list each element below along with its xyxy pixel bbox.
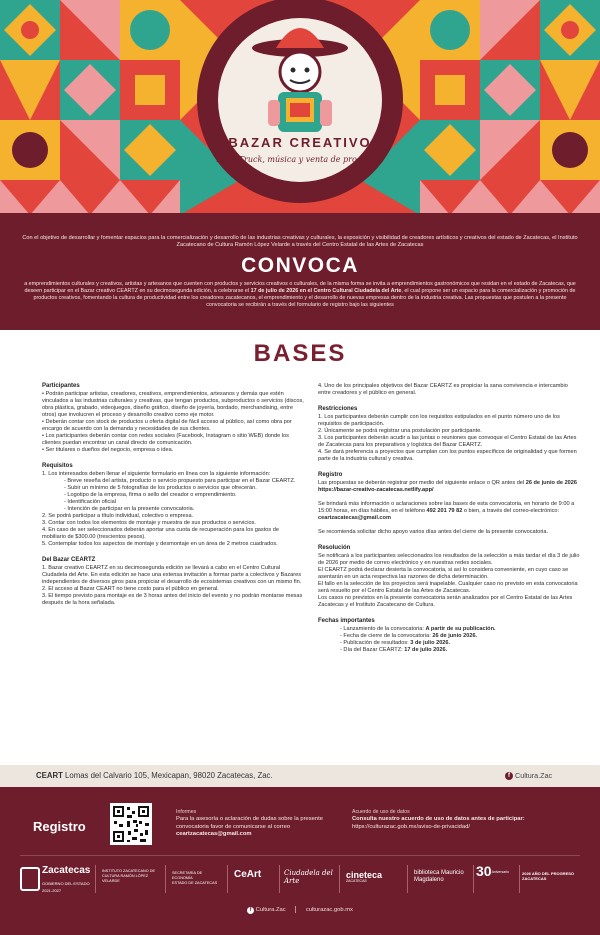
participantes-section [42, 383, 304, 454]
logo-arc-text: BAZAR CREATIVO [228, 135, 372, 150]
requisitos-section [42, 463, 304, 548]
logo-aniversario: 30Aniversario [476, 859, 514, 908]
list-item: - Identificación oficial [64, 499, 116, 505]
sponsor-logos [20, 859, 580, 899]
list-item: - Breve reseña del artista, producto o servicio propuesto para participar en el Bazar CEARTZ. [64, 478, 296, 484]
registration-link[interactable]: https://bazar-creativo-zacatecas.netlify.app/ [318, 487, 434, 493]
footer-email[interactable]: ceartzacatecas@gmail.com [176, 830, 252, 837]
logo-zacatecas: Zacatecas GOBIERNO DEL ESTADO 2021-2027 [20, 859, 90, 899]
list-item: - Fecha de cierre de la convocatoria: 26 de junio 2026. [340, 633, 478, 639]
list-item: • Ser titulares o dueños del negocio, empresa o idea. [42, 447, 174, 453]
qr-code-icon [110, 803, 152, 845]
list-item: 2. El acceso al Bazar CEART no tiene costo para el público en general. [42, 586, 219, 592]
facebook-icon: f [505, 772, 513, 780]
logo-cineteca: cineteca ZACATECAS [346, 859, 402, 912]
address-strip [0, 765, 600, 787]
pattern-left [0, 0, 180, 215]
footer-website[interactable]: culturazac.gob.mx [305, 907, 353, 914]
bases-left-column [42, 383, 304, 616]
list-item: - Subir un mínimo de 5 fotografías de los productos o servicios que ofrecerán. [64, 485, 257, 491]
list-item: 4. Uno de los principales objetivos del Bazar CEARTZ es propiciar la sana convivencia e intercambio entre creadores y el público en general. [318, 383, 568, 396]
list-item: - Lanzamiento de la convocatoria: A partir de su publicación. [340, 626, 496, 632]
resolucion-section [318, 545, 580, 609]
bases-right-column [318, 383, 580, 663]
list-item: 2. Únicamente se podrá registrar una postulación por participante. [318, 428, 482, 434]
logo-tagline: Food Truck, música y venta de productos [216, 155, 384, 164]
list-item: - Publicación de resultados: 3 de julio 2026. [340, 640, 451, 646]
geometric-pattern-artwork [0, 0, 600, 215]
privacy-block [352, 809, 577, 831]
registro-heading: Registro [318, 472, 343, 478]
list-item: 1. Bazar creativo CEARTZ en su decimosegunda edición se llevará a cabo en el Centro Cultural Ciudadela del Arte. En esta edición se hace una extensa invitación a formar parte a colectivos y Bazares independientes de diversos giros para propiciar el desarrollo de ecosistemas creativos con un mismo fin. [42, 565, 302, 585]
hero-banner [0, 0, 600, 215]
deadline-date: 26 de junio de 2026 [525, 480, 578, 486]
bases-heading: BASES [253, 340, 347, 367]
paragraph: El fallo en la selección de los proyectos será inapelable. Cualquier caso no previsto en esta convocatoria será resuelto por el Centro Estatal de las Artes de Zacatecas. [318, 581, 578, 594]
footer [0, 787, 600, 935]
logo-ano-progreso: 2026 AÑO DEL PROGRESO ZACATECAS [522, 871, 575, 881]
venue-address: CEART Lomas del Calvario 105, Mexicapan, 98020 Zacatecas, Zac. [36, 771, 273, 780]
footer-social-row [0, 906, 600, 914]
list-item: 3. El tiempo previsto para montaje es de 3 horas antes del inicio del evento y no podrán montarse mesas después de la hora señalada. [42, 593, 303, 606]
phone-number[interactable]: 492 201 79 82 [426, 508, 463, 514]
requisitos-heading: Requisitos [42, 463, 73, 469]
list-item: 3. Los participantes deberán acudir a las juntas o reuniones que convoque el Centro Estatal de las Artes de Zacatecas para los preparativos y logística del Bazar CEARTZ. [318, 435, 577, 448]
qr-code[interactable] [110, 803, 152, 845]
zacatecas-emblem-icon [20, 867, 40, 891]
convoca-title: CONVOCA [241, 254, 359, 277]
contact-email[interactable]: ceartzacatecas@gmail.com [318, 515, 391, 521]
social-link[interactable]: f Cultura.Zac [505, 771, 552, 780]
registro-label: Registro [33, 819, 86, 834]
informes-block: Informes Para la asesoría o aclaración de dudas sobre la presente convocatoria favor de comunicarse al correo ceartzacatecas@gmail.com [176, 809, 336, 838]
list-item: 3. Contar con todos los elementos de montaje y muestra de sus productos o servicios. [42, 520, 256, 526]
list-item: 5. Contemplar todos los aspectos de montaje y desmontaje en un área de 2 metros cuadrados. [42, 541, 278, 547]
fechas-heading: Fechas importantes [318, 618, 375, 624]
registro-note: Se recomienda solicitar dicho apoyo varios días antes del cierre de la presente convocatoria. [318, 529, 549, 535]
participantes-heading: Participantes [42, 383, 80, 389]
fechas-section [318, 618, 580, 654]
list-item: • Podrán participar artistas, creadores, creativos, emprendimientos, artesanos y demás que estén vinculados a las industrias culturales y creativas, que tengan productos, subproductos o servicios (discos, obra plástica, grabado, videojuegos, diseño gráfico, diseño de joyería, bordado, merchandising, entre otros) que involucren el proceso y desarrollo creativo como eje motor. [42, 391, 304, 418]
paragraph: Se notificará a los participantes seleccionados los resultados de la selección a más tardar el día 3 de julio de 2026 por medio de correo electrónico y en nuestras redes sociales. [318, 553, 580, 566]
list-item: • Los participantes deberán contar con redes sociales (Facebook, Instagram o sitio WEB) donde los clientes puedan encontrar un canal directo de comunicación. [42, 433, 289, 446]
list-item: 1. Los interesados deben llenar el siguiente formulario en línea con la siguiente información: [42, 471, 271, 477]
list-item: 4. En caso de ser seleccionados deberán aportar una cuota de recuperación para los gastos de mobiliario de $300.00 (trescientos pesos). [42, 527, 279, 540]
logo-ceart: CeArt [234, 859, 274, 911]
privacy-text: Consulta nuestro acuerdo de uso de datos antes de participar: [352, 816, 525, 823]
footer-divider [20, 855, 580, 856]
objetivo-item [318, 383, 580, 397]
list-item: 2. Se podrá participar a título individual, colectivo o empresa. [42, 513, 194, 519]
facebook-icon: f [247, 907, 254, 914]
privacy-link[interactable]: https://culturazac.gob.mx/aviso-de-privacidad/ [352, 823, 470, 830]
list-item: 4. Se dará preferencia a proyectos que cumplan con los puntos específicos de originalidad y que formen parte de la industria cultural y creativa. [318, 449, 577, 462]
footer-social-handle[interactable]: Cultura.Zac [255, 907, 286, 914]
logo-biblioteca: biblioteca Mauricio Magdaleno [414, 859, 468, 910]
del-bazar-heading: Del Bazar CEARTZ [42, 557, 96, 563]
list-item: 1. Los participantes deberán cumplir con los requisitos estipulados en el punto número uno de los requisitos de participación. [318, 414, 560, 427]
pattern-right [420, 0, 600, 215]
registro-section: Registro Las propuestas se deberán registrar por medio del siguiente enlace o QR antes del 26 de junio de 2026 https://bazar-creativo-zacatecas.netlify.app/ Se brindará más información o aclaraciones sobre las bases de esta convocatoria, en horario de 9:00 a 15:00 horas, en días hábiles, en el teléfono 492 201 79 82 o bien, a través del correo-electrónico: ceartzacatecas@gmail.com Se recomienda solicitar dicho apoyo varios días antes del cierre de la presente convocatoria. [318, 472, 580, 536]
privacy-heading: Acuerdo de uso de datos [352, 809, 410, 815]
intro-band [0, 213, 600, 330]
informes-heading: Informes [176, 809, 197, 815]
restricciones-heading: Restricciones [318, 406, 358, 412]
list-item: - Día del Bazar CEARTZ: 17 de julio 2026. [340, 647, 448, 653]
list-item: • Deberán contar con stock de productos u oferta digital de fácil acceso al público, así como obra por encargo de acuerdo con la demanda y necesidades de sus clientes. [42, 419, 292, 432]
list-item: - Logotipo de la empresa, firma o sello del creador o emprendimiento. [64, 492, 237, 498]
paragraph: El CEARTZ podrá declarar desierta la convocatoria, si así lo considera conveniente, en cuyo caso se asentarán en un acta respectiva las razones de dicha determinación. [318, 567, 569, 580]
list-item: - Intención de participar en la presente convocatoria. [64, 506, 195, 512]
event-date: 17 de julio de 2026 en el Centro Cultural Ciudadela del Arte [250, 288, 402, 294]
del-bazar-section [42, 557, 304, 607]
restricciones-section [318, 406, 580, 463]
logo-instituto-cultura: INSTITUTO ZACATECANO DE CULTURA RAMÓN LÓPEZ VELARDE [102, 859, 160, 909]
intro-body-text: a emprendimientos culturales y creativos, artistas y artesanos que cuenten con productos y servicios creativos o culturales, de la misma forma se invita a emprendimientos gastronómicos que residan en el estado de Zacatecas, que deseen participar en el Bazar creativo CEARTZ en su decimosegunda edición, a celebrarse el 17 de julio de 2026 en el Centro Cultural Ciudadela del Arte, el cual propone ser un espacio para la comercialización y promoción de productos creativos, fomentando la cultura de productividad entre los creadores zacatecanos, el emprendimiento y el desarrollo de nuevas empresas dentro de la industria creativa. Las propuestas que postulen a la presente convocatoria se recibirán a través del formulario de registro bajo las siguientes [24, 281, 576, 308]
logo-ciudadela: Ciudadela del Arte [284, 859, 334, 909]
logo-secretaria-economia: SECRETARÍA DE ECONOMÍA ESTADO DE ZACATECAS [172, 859, 222, 911]
resolucion-heading: Resolución [318, 545, 351, 551]
intro-lead-text: Con el objetivo de desarrollar y fomentar espacios para la comercialización y desarrollo de las industrias creativas y culturales, la exposición y visibilidad de creadores artísticos y creativos del estado de Zacatecas, el Instituto Zacatecano de Cultura Ramón López Velarde a través del Centro Estatal de las Artes de Zacatecas [22, 235, 578, 248]
paragraph: Los casos no previstos en la presente convocatoria serán analizados por el Centro Estatal de las Artes Zacatecas y el Instituto Zacatecano de Cultura. [318, 595, 573, 608]
